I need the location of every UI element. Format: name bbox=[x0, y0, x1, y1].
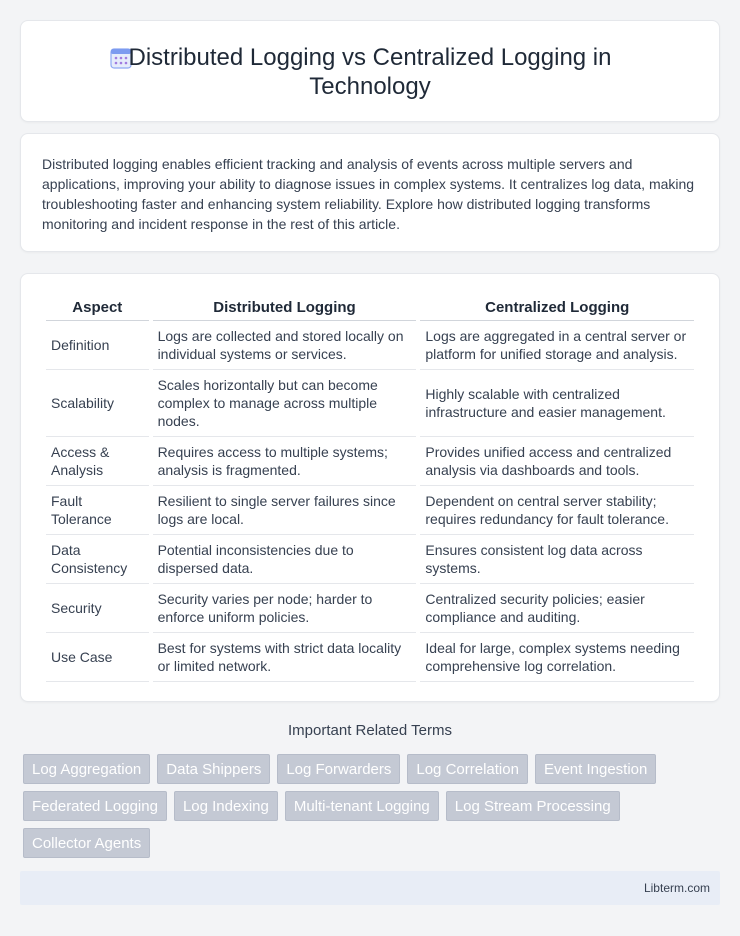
row-centralized: Highly scalable with centralized infrastructure and easier management. bbox=[420, 370, 694, 437]
related-terms-title: Important Related Terms bbox=[288, 722, 452, 739]
tag-log-correlation[interactable]: Log Correlation bbox=[407, 754, 528, 784]
row-aspect: Definition bbox=[46, 321, 149, 370]
row-distributed: Security varies per node; harder to enforce uniform policies. bbox=[153, 584, 417, 633]
header-centralized: Centralized Logging bbox=[420, 294, 694, 321]
row-distributed: Resilient to single server failures since logs are local. bbox=[153, 486, 417, 535]
table-row bbox=[46, 486, 694, 535]
row-centralized: Provides unified access and centralized analysis via dashboards and tools. bbox=[420, 437, 694, 486]
row-aspect: Access & Analysis bbox=[46, 437, 149, 486]
row-distributed: Best for systems with strict data locality or limited network. bbox=[153, 633, 417, 682]
tag-multi-tenant-logging[interactable]: Multi-tenant Logging bbox=[285, 791, 439, 821]
tag-log-forwarders[interactable]: Log Forwarders bbox=[277, 754, 400, 784]
page-title bbox=[21, 43, 719, 101]
row-centralized: Logs are aggregated in a central server or platform for unified storage and analysis. bbox=[420, 321, 694, 370]
header-aspect: Aspect bbox=[46, 294, 149, 321]
tag-log-stream-processing[interactable]: Log Stream Processing bbox=[446, 791, 620, 821]
table-row bbox=[46, 437, 694, 486]
tag-log-aggregation[interactable]: Log Aggregation bbox=[23, 754, 150, 784]
table-row bbox=[46, 633, 694, 682]
table-row bbox=[46, 535, 694, 584]
comparison-table bbox=[42, 294, 698, 682]
header-distributed: Distributed Logging bbox=[153, 294, 417, 321]
footer bbox=[20, 871, 720, 905]
comparison-card bbox=[20, 273, 720, 702]
row-centralized: Ensures consistent log data across systems. bbox=[420, 535, 694, 584]
row-distributed: Scales horizontally but can become complex to manage across multiple nodes. bbox=[153, 370, 417, 437]
row-aspect: Scalability bbox=[46, 370, 149, 437]
row-distributed: Potential inconsistencies due to dispersed data. bbox=[153, 535, 417, 584]
row-centralized: Centralized security policies; easier compliance and auditing. bbox=[420, 584, 694, 633]
page-title-line-2: Technology bbox=[309, 73, 431, 100]
table-header-row bbox=[46, 294, 694, 321]
row-aspect: Data Consistency bbox=[46, 535, 149, 584]
tag-data-shippers[interactable]: Data Shippers bbox=[157, 754, 270, 784]
related-terms-list bbox=[23, 754, 703, 858]
table-row bbox=[46, 370, 694, 437]
tag-federated-logging[interactable]: Federated Logging bbox=[23, 791, 167, 821]
intro-card bbox=[20, 133, 720, 252]
row-aspect: Security bbox=[46, 584, 149, 633]
row-aspect: Use Case bbox=[46, 633, 149, 682]
row-aspect: Fault Tolerance bbox=[46, 486, 149, 535]
header-card bbox=[20, 20, 720, 122]
row-centralized: Ideal for large, complex systems needing comprehensive log correlation. bbox=[420, 633, 694, 682]
page-title-line-1: Distributed Logging vs Centralized Logging in bbox=[128, 44, 612, 71]
row-distributed: Requires access to multiple systems; analysis is fragmented. bbox=[153, 437, 417, 486]
row-distributed: Logs are collected and stored locally on individual systems or services. bbox=[153, 321, 417, 370]
tag-collector-agents[interactable]: Collector Agents bbox=[23, 828, 150, 858]
tag-log-indexing[interactable]: Log Indexing bbox=[174, 791, 278, 821]
table-row bbox=[46, 584, 694, 633]
footer-brand[interactable]: Libterm.com bbox=[643, 881, 710, 895]
tag-event-ingestion[interactable]: Event Ingestion bbox=[535, 754, 656, 784]
table-row bbox=[46, 321, 694, 370]
row-centralized: Dependent on central server stability; requires redundancy for fault tolerance. bbox=[420, 486, 694, 535]
intro-paragraph: Distributed logging enables efficient tracking and analysis of events across multiple servers and applications, improving your ability to diagnose issues in complex systems. It centralizes log data, making troubleshooting faster and enhancing system reliability. Explore how distributed logging transforms monitoring and incident response in the rest of this article. bbox=[42, 156, 695, 232]
